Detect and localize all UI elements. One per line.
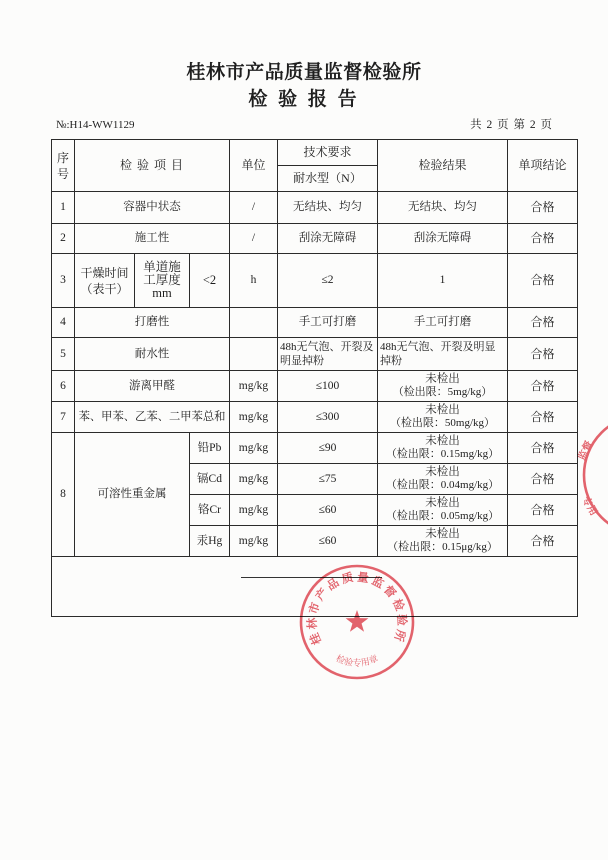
row-2-requirement: 刮涂无障碍 bbox=[278, 224, 378, 254]
row-8-pb-result bbox=[378, 433, 508, 464]
row-3-requirement: ≤2 bbox=[278, 254, 378, 308]
report-number: №:H14-WW1129 bbox=[56, 119, 135, 131]
row-8-hg-element: 汞Hg bbox=[190, 526, 230, 557]
row-8-pb-unit: mg/kg bbox=[230, 433, 278, 464]
row-8-cd-conclusion: 合格 bbox=[508, 464, 578, 495]
row-8-hg-unit: mg/kg bbox=[230, 526, 278, 557]
header-requirement: 技术要求 bbox=[278, 140, 378, 166]
row-1-no: 1 bbox=[52, 192, 75, 224]
row-8-hg-conclusion: 合格 bbox=[508, 526, 578, 557]
row-7-result bbox=[378, 402, 508, 433]
row-2-result: 刮涂无障碍 bbox=[378, 224, 508, 254]
row-7-result-note: （检出限：50mg/kg） bbox=[389, 417, 496, 429]
row-5-conclusion: 合格 bbox=[508, 338, 578, 371]
row-3-unit: h bbox=[230, 254, 278, 308]
row-3-item-note: （表干） bbox=[80, 281, 129, 296]
row-2-item: 施工性 bbox=[75, 224, 230, 254]
row-1-conclusion: 合格 bbox=[508, 192, 578, 224]
row-6-requirement: ≤100 bbox=[278, 371, 378, 402]
row-3-result: 1 bbox=[378, 254, 508, 308]
row-4-conclusion: 合格 bbox=[508, 308, 578, 338]
inspection-table bbox=[51, 139, 578, 617]
row-6-item: 游离甲醛 bbox=[75, 371, 230, 402]
partial-seal-ring bbox=[584, 415, 608, 535]
row-8-cd-requirement: ≤75 bbox=[278, 464, 378, 495]
row-1-unit: / bbox=[230, 192, 278, 224]
row-8-cr-unit: mg/kg bbox=[230, 495, 278, 526]
row-8-cd-result-note: （检出限：0.04mg/kg） bbox=[385, 479, 500, 491]
row-4-result: 手工可打磨 bbox=[378, 308, 508, 338]
row-8-cd-result-value: 未检出 bbox=[425, 466, 460, 478]
row-8-cr-result-note: （检出限：0.05mg/kg） bbox=[385, 510, 500, 522]
row-3-item bbox=[75, 254, 135, 308]
row-3-condition-value: <2 bbox=[190, 254, 230, 308]
row-8-pb-requirement: ≤90 bbox=[278, 433, 378, 464]
row-8-cd-unit: mg/kg bbox=[230, 464, 278, 495]
row-5-result: 48h无气泡、开裂及明显掉粉 bbox=[378, 338, 508, 371]
header-unit: 单位 bbox=[230, 140, 278, 192]
row-8-hg-result-note: （检出限：0.15μg/kg） bbox=[387, 541, 498, 553]
row-4-unit bbox=[230, 308, 278, 338]
row-8-hg-requirement: ≤60 bbox=[278, 526, 378, 557]
row-3-conclusion: 合格 bbox=[508, 254, 578, 308]
row-4-item: 打磨性 bbox=[75, 308, 230, 338]
row-8-cr-conclusion: 合格 bbox=[508, 495, 578, 526]
row-5-requirement: 48h无气泡、开裂及明显掉粉 bbox=[278, 338, 378, 371]
page-indicator: 共 2 页 第 2 页 bbox=[470, 119, 553, 131]
row-8-cr-requirement: ≤60 bbox=[278, 495, 378, 526]
row-8-item: 可溶性重金属 bbox=[75, 433, 190, 557]
row-8-no: 8 bbox=[52, 433, 75, 557]
row-5-no: 5 bbox=[52, 338, 75, 371]
row-7-result-value: 未检出 bbox=[425, 404, 460, 416]
report-subtitle: 检 验 报 告 bbox=[248, 89, 360, 110]
row-6-result bbox=[378, 371, 508, 402]
row-6-result-note: （检出限：5mg/kg） bbox=[392, 386, 493, 398]
row-2-conclusion: 合格 bbox=[508, 224, 578, 254]
row-6-no: 6 bbox=[52, 371, 75, 402]
row-3-condition: 单道施工厚度mm bbox=[135, 254, 190, 308]
row-7-no: 7 bbox=[52, 402, 75, 433]
row-8-cr-element: 铬Cr bbox=[190, 495, 230, 526]
row-4-requirement: 手工可打磨 bbox=[278, 308, 378, 338]
row-8-pb-conclusion: 合格 bbox=[508, 433, 578, 464]
header-requirement-type: 耐水型（N） bbox=[278, 166, 378, 192]
header-item: 检 验 项 目 bbox=[75, 140, 230, 192]
row-8-cd-element: 镉Cd bbox=[190, 464, 230, 495]
partial-seal bbox=[572, 415, 608, 535]
row-4-no: 4 bbox=[52, 308, 75, 338]
row-8-cr-result bbox=[378, 495, 508, 526]
inspection-seal bbox=[297, 562, 417, 682]
row-8-hg-result-value: 未检出 bbox=[425, 528, 460, 540]
row-5-item: 耐水性 bbox=[75, 338, 230, 371]
report-title: 桂林市产品质量监督检验所 bbox=[186, 62, 422, 83]
row-8-hg-result bbox=[378, 526, 508, 557]
row-7-conclusion: 合格 bbox=[508, 402, 578, 433]
row-7-unit: mg/kg bbox=[230, 402, 278, 433]
row-2-no: 2 bbox=[52, 224, 75, 254]
header-seq: 序号 bbox=[52, 140, 75, 192]
seal-bottom-text: 检验专用章 bbox=[334, 654, 380, 669]
header-conclusion: 单项结论 bbox=[508, 140, 578, 192]
row-8-pb-result-note: （检出限：0.15mg/kg） bbox=[385, 448, 500, 460]
row-7-requirement: ≤300 bbox=[278, 402, 378, 433]
row-6-conclusion: 合格 bbox=[508, 371, 578, 402]
row-8-pb-element: 铅Pb bbox=[190, 433, 230, 464]
row-3-item-label: 干燥时间 bbox=[80, 265, 129, 280]
row-8-pb-result-value: 未检出 bbox=[425, 435, 460, 447]
row-1-result: 无结块、均匀 bbox=[378, 192, 508, 224]
row-1-item: 容器中状态 bbox=[75, 192, 230, 224]
row-8-cd-result bbox=[378, 464, 508, 495]
header-result: 检验结果 bbox=[378, 140, 508, 192]
row-5-unit bbox=[230, 338, 278, 371]
partial-seal-bottom-text: 专用 bbox=[579, 495, 599, 518]
star-icon bbox=[346, 610, 369, 632]
svg-text:检验专用章 bbox=[334, 652, 380, 669]
row-8-cr-result-value: 未检出 bbox=[425, 497, 460, 509]
row-3-no: 3 bbox=[52, 254, 75, 308]
row-6-unit: mg/kg bbox=[230, 371, 278, 402]
row-1-requirement: 无结块、均匀 bbox=[278, 192, 378, 224]
seal-ring-text: 桂林市产品质量监督检验所 bbox=[304, 569, 410, 647]
row-7-item: 苯、甲苯、乙苯、二甲苯总和 bbox=[75, 402, 230, 433]
row-2-unit: / bbox=[230, 224, 278, 254]
row-6-result-value: 未检出 bbox=[425, 373, 460, 385]
partial-seal-top-text: 监督 bbox=[576, 439, 596, 463]
